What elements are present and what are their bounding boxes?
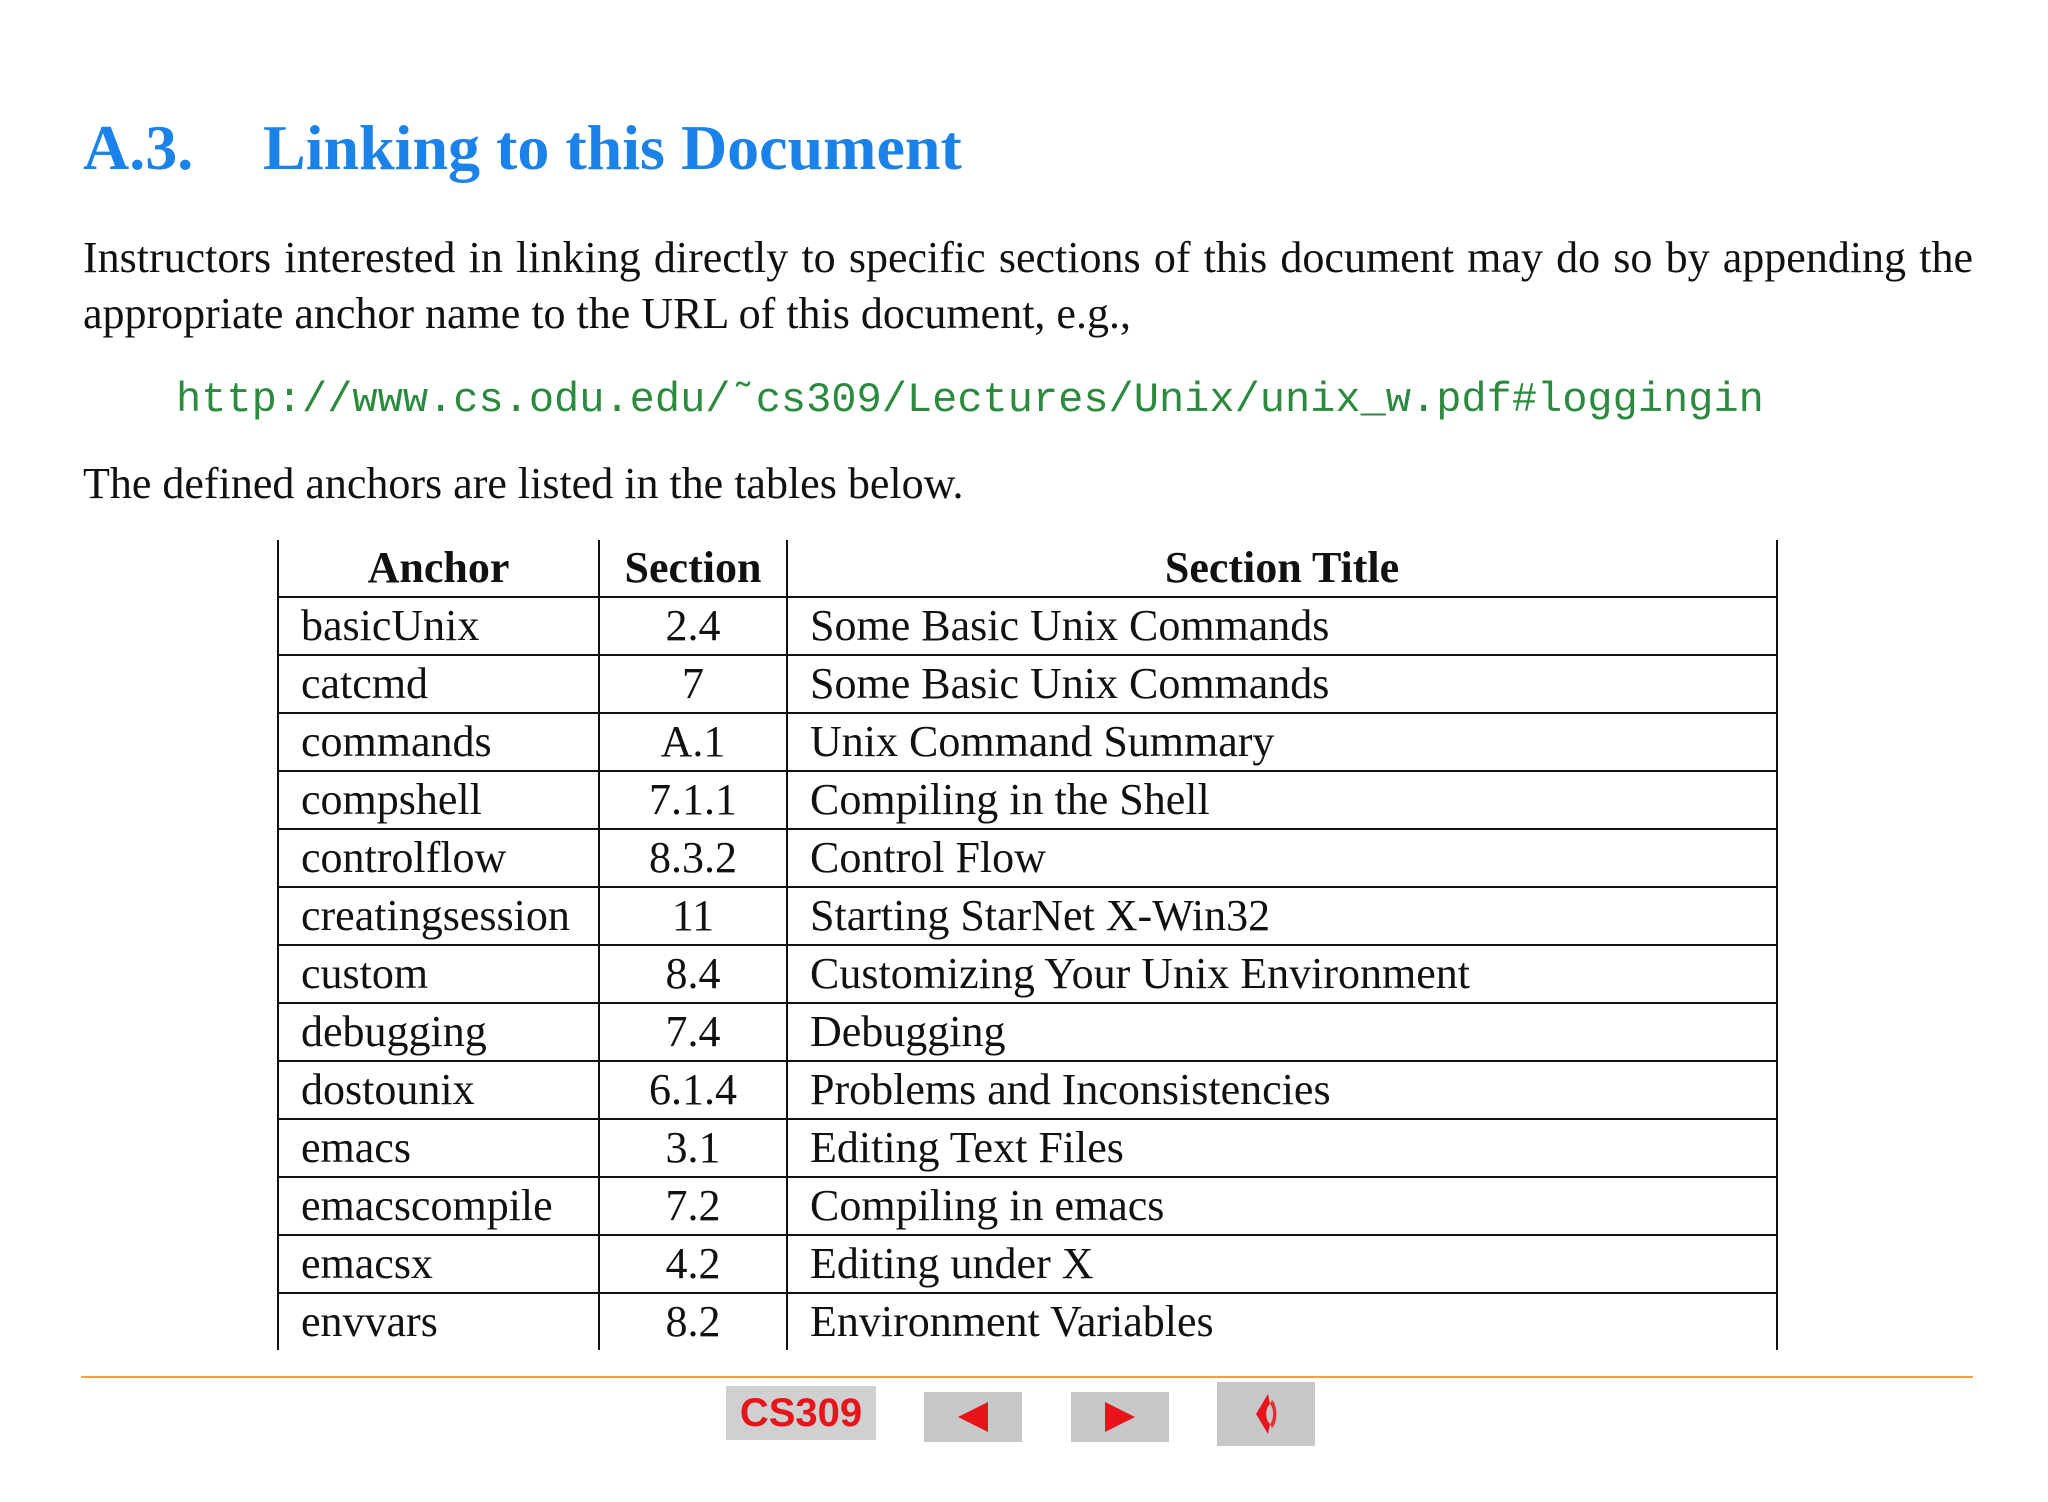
- table-row: [278, 1235, 1777, 1293]
- title-cell: Control Flow: [787, 829, 1777, 887]
- table-row: [278, 771, 1777, 829]
- anchor-cell: envvars: [278, 1293, 599, 1350]
- table-row: [278, 597, 1777, 655]
- header-section: Section: [599, 540, 787, 597]
- anchor-cell: emacs: [278, 1119, 599, 1177]
- anchor-cell: custom: [278, 945, 599, 1003]
- section-cell: A.1: [599, 713, 787, 771]
- table-header-row: [278, 540, 1777, 597]
- section-heading: [83, 108, 962, 188]
- table-row: [278, 829, 1777, 887]
- table-row: [278, 713, 1777, 771]
- tables-note: The defined anchors are listed in the tables below.: [83, 459, 964, 508]
- section-cell: 7: [599, 655, 787, 713]
- section-cell: 8.2: [599, 1293, 787, 1350]
- title-cell: Editing Text Files: [787, 1119, 1777, 1177]
- anchor-cell: debugging: [278, 1003, 599, 1061]
- back-arrow-icon: [1246, 1390, 1286, 1438]
- section-cell: 7.1.1: [599, 771, 787, 829]
- section-number: A.3.: [83, 112, 194, 183]
- table-row: [278, 1061, 1777, 1119]
- title-cell: Editing under X: [787, 1235, 1777, 1293]
- title-cell: Problems and Inconsistencies: [787, 1061, 1777, 1119]
- section-cell: 6.1.4: [599, 1061, 787, 1119]
- title-cell: Some Basic Unix Commands: [787, 597, 1777, 655]
- table-row: [278, 1177, 1777, 1235]
- right-triangle-icon: [1105, 1402, 1135, 1432]
- title-cell: Unix Command Summary: [787, 713, 1777, 771]
- table-row: [278, 945, 1777, 1003]
- title-cell: Starting StarNet X-Win32: [787, 887, 1777, 945]
- previous-page-button[interactable]: [924, 1392, 1022, 1442]
- anchor-cell: emacscompile: [278, 1177, 599, 1235]
- table-row: [278, 887, 1777, 945]
- home-button[interactable]: CS309: [726, 1386, 876, 1440]
- section-cell: 2.4: [599, 597, 787, 655]
- anchor-cell: compshell: [278, 771, 599, 829]
- anchor-cell: basicUnix: [278, 597, 599, 655]
- table-row: [278, 1293, 1777, 1350]
- title-cell: Environment Variables: [787, 1293, 1777, 1350]
- anchor-cell: emacsx: [278, 1235, 599, 1293]
- title-cell: Customizing Your Unix Environment: [787, 945, 1777, 1003]
- anchor-cell: creatingsession: [278, 887, 599, 945]
- section-cell: 7.2: [599, 1177, 787, 1235]
- title-cell: Some Basic Unix Commands: [787, 655, 1777, 713]
- section-cell: 7.4: [599, 1003, 787, 1061]
- go-back-button[interactable]: [1217, 1382, 1315, 1446]
- anchor-cell: controlflow: [278, 829, 599, 887]
- title-cell: Debugging: [787, 1003, 1777, 1061]
- table-row: [278, 1003, 1777, 1061]
- left-triangle-icon: [958, 1402, 988, 1432]
- table-row: [278, 1119, 1777, 1177]
- section-cell: 3.1: [599, 1119, 787, 1177]
- header-anchor: Anchor: [278, 540, 599, 597]
- section-cell: 8.3.2: [599, 829, 787, 887]
- header-section-title: Section Title: [787, 540, 1777, 597]
- section-title: Linking to this Document: [263, 112, 962, 183]
- anchor-cell: commands: [278, 713, 599, 771]
- section-cell: 4.2: [599, 1235, 787, 1293]
- intro-paragraph: Instructors interested in linking directly to specific sections of this document may do so by appending the appropriate anchor name to the URL of this document, e.g.,: [83, 233, 1973, 338]
- title-cell: Compiling in emacs: [787, 1177, 1777, 1235]
- footer-divider: [81, 1376, 1973, 1378]
- section-cell: 8.4: [599, 945, 787, 1003]
- example-url: http://www.cs.odu.edu/˜cs309/Lectures/Unix/unix_w.pdf#loggingin: [176, 376, 1764, 424]
- anchor-table: [277, 540, 1778, 1350]
- section-cell: 11: [599, 887, 787, 945]
- anchor-cell: catcmd: [278, 655, 599, 713]
- table-row: [278, 655, 1777, 713]
- anchor-cell: dostounix: [278, 1061, 599, 1119]
- title-cell: Compiling in the Shell: [787, 771, 1777, 829]
- next-page-button[interactable]: [1071, 1392, 1169, 1442]
